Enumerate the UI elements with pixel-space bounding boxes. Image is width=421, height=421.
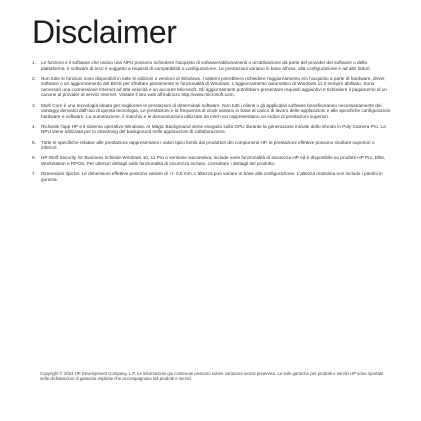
list-item (32, 140, 391, 151)
list-item (32, 171, 391, 182)
item-number: 7. (32, 170, 36, 176)
page-title: Disclaimer (32, 14, 177, 50)
item-text: Multi Core è una tecnologia ideata per migliorare le prestazioni di determinati software. Non tutti i clienti o gli applicativi software beneficeranno necessariamente dei vantaggi derivanti dall'uso di questa tecnologia. Le prestazioni e la frequenza di clock variano in base al carico di lavoro delle applicazioni e alle specifiche configurazioni hardware e software. La numerazione, il marchio e le denominazioni utilizzate da Intel non rappresentano un indice di prestazioni superiori. (41, 102, 391, 119)
item-text: Tutte le specifiche relative alle prestazioni rappresentano i valori tipici forniti dai produttori dei componenti HP. le prestazioni effettive possono risultare superiori o inferiori. (41, 139, 375, 151)
item-number: 3. (32, 102, 36, 108)
item-number: 6. (32, 155, 36, 161)
item-number: 1. (32, 60, 36, 65)
list-item (32, 103, 391, 120)
copyright-footer: Copyright © 2024 HP Development Company, L.P. Le informazioni qui contenute possono subire variazioni senza preavviso. Le sole garanzie per prodotti e servizi HP sono riportate nelle dichiarazioni di garanzia esplicite che accompagnano tali prodotti e servizi. (40, 371, 384, 382)
list-item (32, 60, 391, 71)
item-text: Dimensioni tipiche. Le dimensioni effettive possono variare di +/- 0,5 mm. L'altezza può variare in base alla configurazione. L'altezza massima non include i piedini in gomma. (41, 170, 383, 182)
item-number: 5. (32, 139, 36, 145)
list-item (32, 76, 391, 98)
item-text: HP Wolf Security for Business richiede Windows 10, 11 Pro o versione successiva, include varie funzionalità di sicurezza HP ed è disponibile su prodotti HP Pro, Elite, Workstation e RPOS. Per ulteriori dettagli sulle funzionalità di sicurezza incluse, consultare i dettagli del prodotto. (41, 155, 386, 166)
item-text: Richiede l'app HP e il sistema operativo Windows. AI Magic Background viene eseguito sulla GPU durante la generazione iniziale dello sfondo in Poly Camera Pro. La NPU viene utilizzata per lo streaming del background nelle applicazioni di collaborazione. (41, 123, 386, 135)
item-number: 2. (32, 75, 36, 81)
item-number: 4. (32, 123, 36, 129)
disclaimer-list (32, 60, 391, 182)
item-text: Le funzioni e il software che usano una NPU possono richiedere l'acquisto di software/abbonamenti o un'attivazione da parte del provider del software o della piattaforma. Il software di terzi è soggetto a requisiti di compatibilità o configurazione. Le prestazioni variano in base all'uso, alla configurazione e ad altri fattori. (41, 60, 371, 71)
list-item (32, 124, 391, 135)
list-item (32, 155, 391, 166)
item-text: Non tutte le funzioni sono disponibili in tutte le edizioni o versioni di Windows. I sistemi potrebbero richiedere l'aggiornamento e/o l'acquisto a parte di hardware, driver, software o un aggiornamento del BIOS per sfruttare pienamente le funzionalità di Windows. L'aggiornamento automatico di Windows 11 è sempre abilitato. Sono necessari una connessione Internet ad alta velocità e un account Microsoft. Gli aggiornamenti potrebbero presentare requisiti aggiuntivi e richiedere il pagamento di un canone al provider di servizi Internet. Visitate il sito web all'indirizzo http://www.microsoft.com. (41, 75, 388, 98)
